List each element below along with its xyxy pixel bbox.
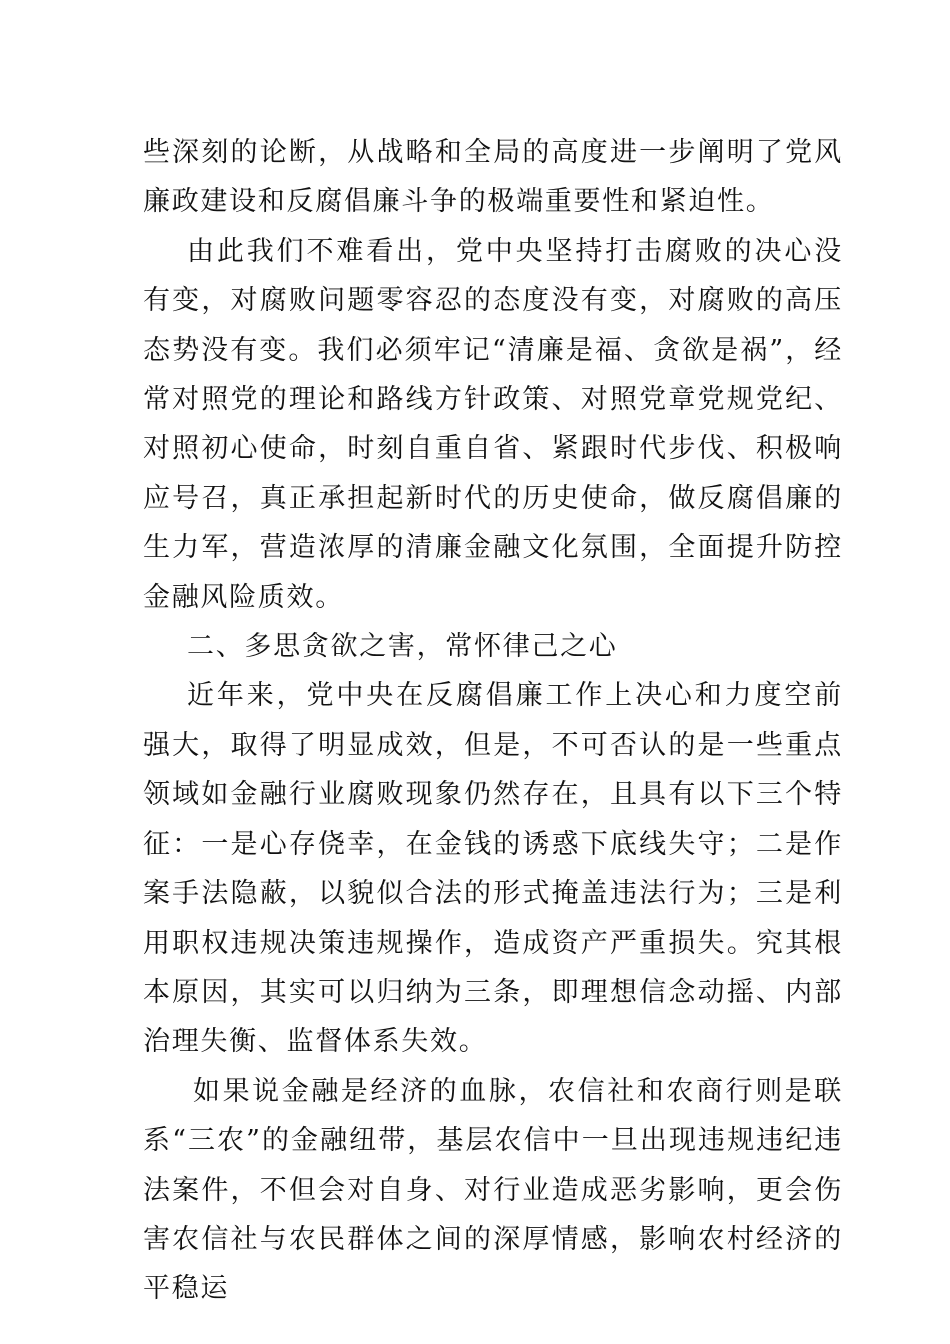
paragraph-anti-corruption-resolve: 由此我们不难看出，党中央坚持打击腐败的决心没有变，对腐败问题零容忍的态度没有变，对腐败的高压态势没有变。我们必须牢记“清廉是福、贪欲是祸”，经常对照党的理论和路线方针政策、对照党章党规党纪、对照初心使命，时刻自重自省、紧跟时代步伐、积极响应号召，真正承担起新时代的历史使命，做反腐倡廉的生力军，营造浓厚的清廉金融文化氛围，全面提升防控金融风险质效。 (143, 235, 843, 613)
document-body (143, 128, 843, 1314)
paragraph-rural-credit: 如果说金融是经济的血脉，农信社和农商行则是联系“三农”的金融纽带，基层农信中一旦出现违规违纪违法案件，不但会对自身、对行业造成恶劣影响，更会伤害农信社与农民群体之间的深厚情感，影响农村经济的平稳运 (143, 1075, 843, 1305)
paragraph-continuation: 些深刻的论断，从战略和全局的高度进一步阐明了党风廉政建设和反腐倡廉斗争的极端重要性和紧迫性。 (143, 137, 843, 218)
paragraph-financial-corruption: 近年来，党中央在反腐倡廉工作上决心和力度空前强大，取得了明显成效，但是，不可否认的是一些重点领域如金融行业腐败现象仍然存在，且具有以下三个特征：一是心存侥幸，在金钱的诱惑下底线失守；二是作案手法隐蔽，以貌似合法的形式掩盖违法行为；三是利用职权违规决策违规操作，造成资产严重损失。究其根本原因，其实可以归纳为三条，即理想信念动摇、内部治理失衡、监督体系失效。 (143, 680, 843, 1058)
section-heading-two: 二、多思贪欲之害，常怀律己之心 (187, 631, 618, 663)
